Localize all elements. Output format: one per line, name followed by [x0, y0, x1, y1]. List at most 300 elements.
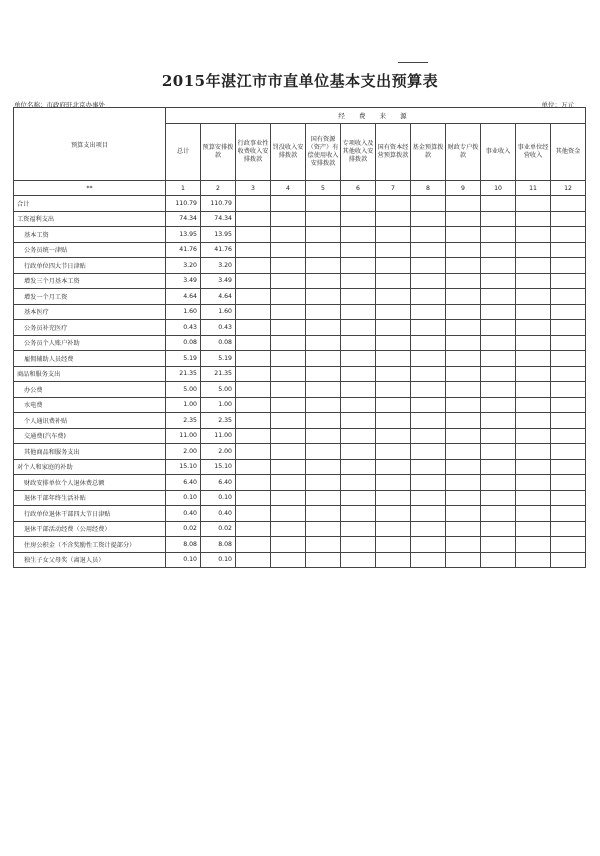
empty-cell: [341, 459, 376, 475]
empty-cell: [341, 552, 376, 568]
column-header: 预算安排拨款: [201, 124, 236, 181]
empty-cell: [376, 537, 411, 553]
empty-cell: [481, 304, 516, 320]
row-budget-allocation: 1.00: [201, 397, 236, 413]
row-total: 2.00: [166, 444, 201, 460]
empty-cell: [516, 382, 551, 398]
empty-cell: [271, 475, 306, 491]
empty-cell: [411, 552, 446, 568]
empty-cell: [376, 289, 411, 305]
empty-cell: [551, 382, 586, 398]
empty-cell: [411, 413, 446, 429]
empty-cell: [271, 382, 306, 398]
empty-cell: [516, 273, 551, 289]
empty-cell: [236, 273, 271, 289]
empty-cell: [411, 397, 446, 413]
empty-cell: [411, 258, 446, 274]
row-budget-allocation: 0.10: [201, 490, 236, 506]
column-header: 总计: [166, 124, 201, 181]
table-row: [14, 273, 586, 289]
empty-cell: [306, 304, 341, 320]
table-row: [14, 552, 586, 568]
empty-cell: [551, 335, 586, 351]
row-item-name: 行政单位退休干部四大节日津贴: [14, 506, 166, 522]
empty-cell: [551, 258, 586, 274]
empty-cell: [446, 258, 481, 274]
empty-cell: [271, 506, 306, 522]
table-row: [14, 196, 586, 212]
empty-cell: [481, 506, 516, 522]
empty-cell: [341, 289, 376, 305]
empty-cell: [236, 428, 271, 444]
empty-cell: [481, 196, 516, 212]
empty-cell: [306, 273, 341, 289]
row-budget-allocation: 2.00: [201, 444, 236, 460]
empty-cell: [376, 366, 411, 382]
empty-cell: [516, 211, 551, 227]
column-header: 国有资本经营预算拨款: [376, 124, 411, 181]
empty-cell: [516, 351, 551, 367]
empty-cell: [376, 413, 411, 429]
empty-cell: [236, 521, 271, 537]
empty-cell: [446, 475, 481, 491]
empty-cell: [376, 552, 411, 568]
empty-cell: [411, 211, 446, 227]
empty-cell: [236, 413, 271, 429]
table-row: [14, 382, 586, 398]
empty-cell: [446, 459, 481, 475]
empty-cell: [551, 459, 586, 475]
empty-cell: [516, 242, 551, 258]
empty-cell: [411, 428, 446, 444]
table-row: [14, 242, 586, 258]
index-row-label: **: [14, 181, 166, 196]
row-budget-allocation: 110.79: [201, 196, 236, 212]
empty-cell: [236, 227, 271, 243]
empty-cell: [411, 242, 446, 258]
empty-cell: [481, 335, 516, 351]
empty-cell: [341, 444, 376, 460]
empty-cell: [271, 273, 306, 289]
row-total: 3.49: [166, 273, 201, 289]
empty-cell: [341, 335, 376, 351]
row-item-name: 增发三个月基本工资: [14, 273, 166, 289]
empty-cell: [551, 475, 586, 491]
empty-cell: [481, 444, 516, 460]
index-number: 10: [481, 181, 516, 196]
empty-cell: [376, 320, 411, 336]
empty-cell: [446, 382, 481, 398]
empty-cell: [551, 397, 586, 413]
row-budget-allocation: 5.00: [201, 382, 236, 398]
empty-cell: [516, 552, 551, 568]
empty-cell: [481, 397, 516, 413]
empty-cell: [236, 444, 271, 460]
row-budget-allocation: 2.35: [201, 413, 236, 429]
empty-cell: [306, 506, 341, 522]
empty-cell: [481, 273, 516, 289]
empty-cell: [306, 552, 341, 568]
empty-cell: [516, 304, 551, 320]
row-total: 0.08: [166, 335, 201, 351]
empty-cell: [376, 211, 411, 227]
table-row: [14, 320, 586, 336]
row-item-name: 退休干部年终生活补贴: [14, 490, 166, 506]
empty-cell: [376, 475, 411, 491]
row-total: 8.08: [166, 537, 201, 553]
empty-cell: [481, 537, 516, 553]
table-head: [14, 108, 586, 181]
empty-cell: [516, 506, 551, 522]
empty-cell: [271, 211, 306, 227]
row-budget-allocation: 1.60: [201, 304, 236, 320]
empty-cell: [411, 273, 446, 289]
empty-cell: [341, 242, 376, 258]
empty-cell: [481, 490, 516, 506]
empty-cell: [341, 397, 376, 413]
table-row: [14, 490, 586, 506]
empty-cell: [551, 552, 586, 568]
empty-cell: [306, 366, 341, 382]
row-item-name: 独生子女父母奖（离退人员）: [14, 552, 166, 568]
column-header: 专项收入及其他收入安排拨款: [341, 124, 376, 181]
empty-cell: [551, 242, 586, 258]
row-item-name: 水电费: [14, 397, 166, 413]
empty-cell: [411, 351, 446, 367]
empty-cell: [306, 289, 341, 305]
empty-cell: [376, 335, 411, 351]
row-item-name: 个人通讯费补贴: [14, 413, 166, 429]
empty-cell: [481, 413, 516, 429]
empty-cell: [236, 506, 271, 522]
column-header: 国有资源（资产）有偿使用收入安排拨款: [306, 124, 341, 181]
row-budget-allocation: 3.49: [201, 273, 236, 289]
empty-cell: [446, 196, 481, 212]
row-total: 0.10: [166, 552, 201, 568]
empty-cell: [341, 490, 376, 506]
empty-cell: [411, 227, 446, 243]
empty-cell: [236, 475, 271, 491]
header-rule: [398, 62, 428, 63]
empty-cell: [306, 428, 341, 444]
empty-cell: [376, 304, 411, 320]
empty-cell: [446, 521, 481, 537]
empty-cell: [481, 242, 516, 258]
empty-cell: [481, 227, 516, 243]
empty-cell: [271, 304, 306, 320]
empty-cell: [481, 258, 516, 274]
row-item-name: 基本医疗: [14, 304, 166, 320]
document-title: 2015年湛江市市直单位基本支出预算表: [161, 72, 439, 90]
empty-cell: [271, 459, 306, 475]
empty-cell: [411, 304, 446, 320]
empty-cell: [236, 320, 271, 336]
row-item-name: 增发一个月工资: [14, 289, 166, 305]
empty-cell: [481, 382, 516, 398]
row-total: 110.79: [166, 196, 201, 212]
table-row: [14, 304, 586, 320]
empty-cell: [516, 413, 551, 429]
empty-cell: [411, 196, 446, 212]
table-row: [14, 537, 586, 553]
row-total: 5.00: [166, 382, 201, 398]
empty-cell: [376, 459, 411, 475]
empty-cell: [411, 444, 446, 460]
empty-cell: [446, 444, 481, 460]
empty-cell: [446, 413, 481, 429]
empty-cell: [446, 537, 481, 553]
empty-cell: [376, 242, 411, 258]
empty-cell: [481, 320, 516, 336]
index-number: 2: [201, 181, 236, 196]
empty-cell: [306, 397, 341, 413]
empty-cell: [236, 490, 271, 506]
row-item-name: 公务员统一津贴: [14, 242, 166, 258]
empty-cell: [411, 366, 446, 382]
table-row: [14, 351, 586, 367]
empty-cell: [376, 428, 411, 444]
column-header: 行政事业性收费收入安排拨款: [236, 124, 271, 181]
empty-cell: [341, 428, 376, 444]
empty-cell: [306, 521, 341, 537]
empty-cell: [481, 521, 516, 537]
empty-cell: [271, 552, 306, 568]
empty-cell: [551, 444, 586, 460]
row-item-name: 商品和服务支出: [14, 366, 166, 382]
empty-cell: [236, 351, 271, 367]
empty-cell: [481, 289, 516, 305]
row-budget-allocation: 74.34: [201, 211, 236, 227]
table-row: [14, 413, 586, 429]
empty-cell: [236, 382, 271, 398]
index-number: 12: [551, 181, 586, 196]
empty-cell: [306, 382, 341, 398]
empty-cell: [411, 490, 446, 506]
column-header: 财政专户拨款: [446, 124, 481, 181]
empty-cell: [271, 490, 306, 506]
empty-cell: [516, 397, 551, 413]
row-item-name: 公务员个人账户补助: [14, 335, 166, 351]
table-row: [14, 227, 586, 243]
table-row: [14, 335, 586, 351]
empty-cell: [271, 335, 306, 351]
empty-cell: [446, 506, 481, 522]
empty-cell: [551, 413, 586, 429]
column-header: 其他资金: [551, 124, 586, 181]
empty-cell: [236, 366, 271, 382]
empty-cell: [271, 242, 306, 258]
empty-cell: [271, 521, 306, 537]
row-total: 5.19: [166, 351, 201, 367]
empty-cell: [446, 320, 481, 336]
empty-cell: [236, 211, 271, 227]
empty-cell: [481, 211, 516, 227]
empty-cell: [516, 335, 551, 351]
empty-cell: [341, 413, 376, 429]
empty-cell: [236, 258, 271, 274]
empty-cell: [411, 459, 446, 475]
row-total: 0.10: [166, 490, 201, 506]
empty-cell: [516, 537, 551, 553]
empty-cell: [551, 537, 586, 553]
empty-cell: [481, 366, 516, 382]
empty-cell: [271, 351, 306, 367]
table-row: [14, 366, 586, 382]
row-total: 1.60: [166, 304, 201, 320]
row-budget-allocation: 0.10: [201, 552, 236, 568]
empty-cell: [306, 413, 341, 429]
index-number: 5: [306, 181, 341, 196]
empty-cell: [271, 289, 306, 305]
row-total: 11.00: [166, 428, 201, 444]
table-row: [14, 258, 586, 274]
empty-cell: [341, 320, 376, 336]
row-item-name: 对个人和家庭的补助: [14, 459, 166, 475]
row-total: 6.40: [166, 475, 201, 491]
empty-cell: [411, 475, 446, 491]
empty-cell: [516, 289, 551, 305]
empty-cell: [306, 211, 341, 227]
row-total: 74.34: [166, 211, 201, 227]
empty-cell: [411, 382, 446, 398]
index-number: 1: [166, 181, 201, 196]
empty-cell: [341, 258, 376, 274]
empty-cell: [516, 428, 551, 444]
empty-cell: [271, 444, 306, 460]
index-number: 6: [341, 181, 376, 196]
source-header: 经 费 来 源: [166, 108, 586, 124]
empty-cell: [446, 335, 481, 351]
empty-cell: [446, 227, 481, 243]
empty-cell: [411, 521, 446, 537]
column-header: 基金预算拨款: [411, 124, 446, 181]
empty-cell: [481, 459, 516, 475]
empty-cell: [271, 413, 306, 429]
empty-cell: [481, 351, 516, 367]
table-row: [14, 521, 586, 537]
empty-cell: [341, 227, 376, 243]
empty-cell: [341, 366, 376, 382]
empty-cell: [306, 490, 341, 506]
empty-cell: [341, 537, 376, 553]
empty-cell: [411, 320, 446, 336]
row-total: 41.76: [166, 242, 201, 258]
empty-cell: [376, 351, 411, 367]
row-budget-allocation: 15.10: [201, 459, 236, 475]
empty-cell: [551, 289, 586, 305]
index-number: 11: [516, 181, 551, 196]
empty-cell: [376, 444, 411, 460]
row-total: 4.64: [166, 289, 201, 305]
empty-cell: [446, 289, 481, 305]
empty-cell: [236, 304, 271, 320]
row-item-name: 其他商品和服务支出: [14, 444, 166, 460]
empty-cell: [481, 428, 516, 444]
empty-cell: [446, 490, 481, 506]
empty-cell: [236, 537, 271, 553]
row-total: 3.20: [166, 258, 201, 274]
table-body: [14, 181, 586, 568]
row-total: 0.43: [166, 320, 201, 336]
empty-cell: [376, 397, 411, 413]
empty-cell: [376, 382, 411, 398]
table-row: [14, 506, 586, 522]
row-total: 0.02: [166, 521, 201, 537]
row-budget-allocation: 21.35: [201, 366, 236, 382]
unit-label: 单位：万元: [541, 101, 574, 109]
empty-cell: [516, 490, 551, 506]
empty-cell: [551, 196, 586, 212]
row-budget-allocation: 0.43: [201, 320, 236, 336]
empty-cell: [551, 304, 586, 320]
table-row: [14, 444, 586, 460]
index-number: 9: [446, 181, 481, 196]
empty-cell: [551, 521, 586, 537]
empty-cell: [446, 552, 481, 568]
empty-cell: [516, 475, 551, 491]
empty-cell: [481, 475, 516, 491]
empty-cell: [271, 227, 306, 243]
empty-cell: [271, 258, 306, 274]
empty-cell: [446, 242, 481, 258]
empty-cell: [446, 211, 481, 227]
row-budget-allocation: 5.19: [201, 351, 236, 367]
table-row: [14, 428, 586, 444]
row-item-name: 交通费(汽车费): [14, 428, 166, 444]
row-total: 21.35: [166, 366, 201, 382]
row-budget-allocation: 3.20: [201, 258, 236, 274]
row-item-name: 财政安排单位个人退休费总额: [14, 475, 166, 491]
row-total: 13.95: [166, 227, 201, 243]
empty-cell: [551, 490, 586, 506]
budget-table: [13, 107, 586, 568]
empty-cell: [516, 258, 551, 274]
row-item-name: 住房公积金（不含奖励性工资计提部分）: [14, 537, 166, 553]
empty-cell: [236, 242, 271, 258]
index-row: [14, 181, 586, 196]
empty-cell: [446, 366, 481, 382]
row-item-name: 退休干部活动经费（公用经费）: [14, 521, 166, 537]
table-row: [14, 459, 586, 475]
row-budget-allocation: 11.00: [201, 428, 236, 444]
empty-cell: [376, 506, 411, 522]
empty-cell: [341, 506, 376, 522]
empty-cell: [341, 211, 376, 227]
empty-cell: [306, 537, 341, 553]
empty-cell: [376, 196, 411, 212]
empty-cell: [516, 521, 551, 537]
row-item-name: 公务员补充医疗: [14, 320, 166, 336]
empty-cell: [306, 475, 341, 491]
column-header: 事业收入: [481, 124, 516, 181]
row-item-name: 工资福利支出: [14, 211, 166, 227]
empty-cell: [551, 506, 586, 522]
empty-cell: [271, 428, 306, 444]
empty-cell: [446, 397, 481, 413]
empty-cell: [446, 351, 481, 367]
row-item-name: 行政单位四大节日津贴: [14, 258, 166, 274]
empty-cell: [341, 273, 376, 289]
index-number: 4: [271, 181, 306, 196]
empty-cell: [306, 258, 341, 274]
empty-cell: [446, 273, 481, 289]
row-budget-allocation: 8.08: [201, 537, 236, 553]
empty-cell: [341, 351, 376, 367]
table-row: [14, 475, 586, 491]
empty-cell: [446, 428, 481, 444]
column-header: 罚没收入安排拨款: [271, 124, 306, 181]
empty-cell: [446, 304, 481, 320]
